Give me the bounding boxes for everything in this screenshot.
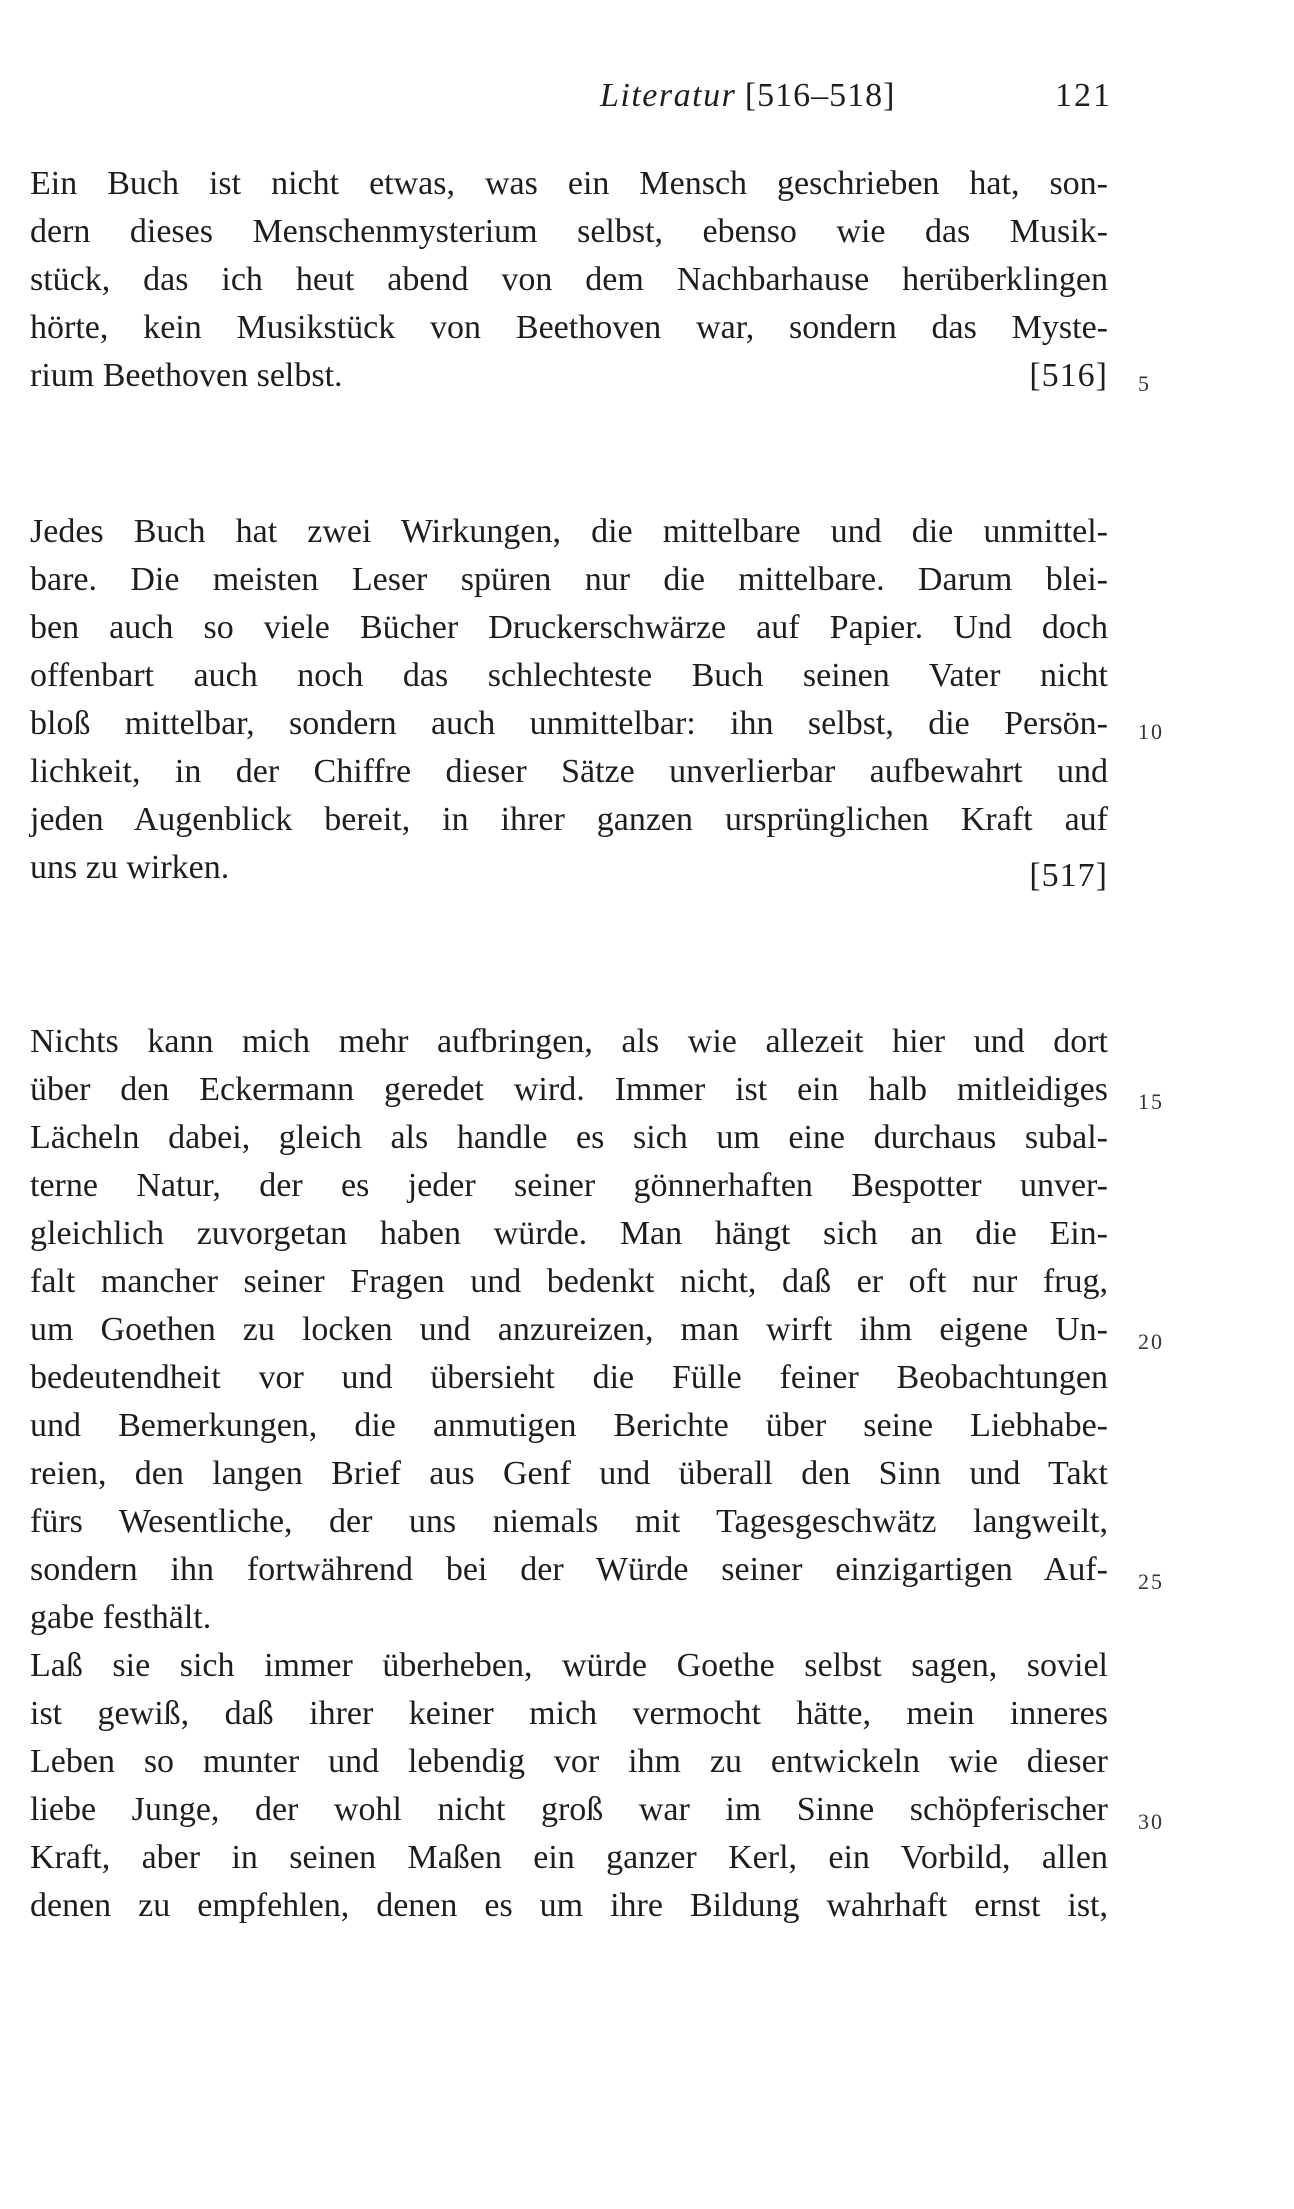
text-line: dern dieses Menschenmysterium selbst, ebenso wie das Musik- <box>30 213 1108 250</box>
section-reference: [517] <box>1029 857 1108 894</box>
text-line: denen zu empfehlen, denen es um ihre Bildung wahrhaft ernst ist, <box>30 1887 1108 1924</box>
text-line: gleichlich zuvorgetan haben würde. Man hängt sich an die Ein- <box>30 1215 1108 1252</box>
text-line: liebe Junge, der wohl nicht groß war im Sinne schöpferischer <box>30 1791 1108 1828</box>
text-line: bedeutendheit vor und übersieht die Fülle feiner Beobachtungen <box>30 1359 1108 1396</box>
text-line: uns zu wirken. <box>30 849 230 886</box>
text-line: stück, das ich heut abend von dem Nachbarhause herüberklingen <box>30 261 1108 298</box>
text-line: Nichts kann mich mehr aufbringen, als wie allezeit hier und dort <box>30 1023 1108 1060</box>
text-line: rium Beethoven selbst. <box>30 357 343 394</box>
text-line: lichkeit, in der Chiffre dieser Sätze unverlierbar aufbewahrt und <box>30 753 1108 790</box>
text-line: terne Natur, der es jeder seiner gönnerhaften Bespotter unver- <box>30 1167 1108 1204</box>
text-line: bloß mittelbar, sondern auch unmittelbar: ihn selbst, die Persön- <box>30 705 1108 742</box>
text-line: Kraft, aber in seinen Maßen ein ganzer Kerl, ein Vorbild, allen <box>30 1839 1108 1876</box>
text-line: falt mancher seiner Fragen und bedenkt nicht, daß er oft nur frug, <box>30 1263 1108 1300</box>
text-line: jeden Augenblick bereit, in ihrer ganzen ursprünglichen Kraft auf <box>30 801 1108 838</box>
page-number: 121 <box>1055 77 1112 114</box>
text-line: bare. Die meisten Leser spüren nur die mittelbare. Darum blei- <box>30 561 1108 598</box>
text-line: über den Eckermann geredet wird. Immer ist ein halb mitleidiges <box>30 1071 1108 1108</box>
text-line: reien, den langen Brief aus Genf und überall den Sinn und Takt <box>30 1455 1108 1492</box>
text-line: ist gewiß, daß ihrer keiner mich vermocht hätte, mein inneres <box>30 1695 1108 1732</box>
text-line: fürs Wesentliche, der uns niemals mit Tagesgeschwätz langweilt, <box>30 1503 1108 1540</box>
section-reference: [516] <box>1029 357 1108 394</box>
running-header <box>600 72 1120 120</box>
text-line: hörte, kein Musikstück von Beethoven war, sondern das Myste- <box>30 309 1108 346</box>
text-line: um Goethen zu locken und anzureizen, man wirft ihm eigene Un- <box>30 1311 1108 1348</box>
text-line: ben auch so viele Bücher Druckerschwärze auf Papier. Und doch <box>30 609 1108 646</box>
text-line: Leben so munter und lebendig vor ihm zu entwickeln wie dieser <box>30 1743 1108 1780</box>
text-line: Lächeln dabei, gleich als handle es sich um eine durchaus subal- <box>30 1119 1108 1156</box>
text-line: und Bemerkungen, die anmutigen Berichte über seine Liebhabe- <box>30 1407 1108 1444</box>
text-line: Ein Buch ist nicht etwas, was ein Mensch geschrieben hat, son- <box>30 165 1108 202</box>
line-number: 5 <box>1138 371 1151 396</box>
text-line: Jedes Buch hat zwei Wirkungen, die mittelbare und die unmittel- <box>30 513 1108 550</box>
line-number: 10 <box>1138 719 1164 744</box>
header-title: Literatur <box>600 77 737 114</box>
line-number: 25 <box>1138 1569 1164 1594</box>
text-line: sondern ihn fortwährend bei der Würde seiner einzigartigen Auf- <box>30 1551 1108 1588</box>
header-range: [516–518] <box>744 77 896 114</box>
line-number: 15 <box>1138 1089 1164 1114</box>
line-number: 30 <box>1138 1809 1164 1834</box>
line-number: 20 <box>1138 1329 1164 1354</box>
text-line: offenbart auch noch das schlechteste Buch seinen Vater nicht <box>30 657 1108 694</box>
text-line: Laß sie sich immer überheben, würde Goethe selbst sagen, soviel <box>30 1647 1108 1684</box>
text-line: gabe festhält. <box>30 1599 212 1636</box>
